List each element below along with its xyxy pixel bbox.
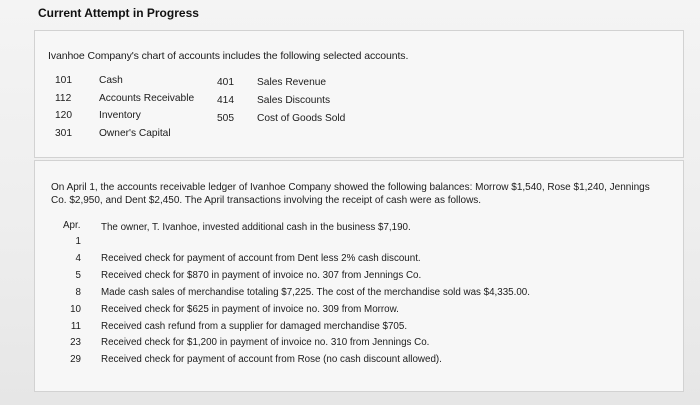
account-name: Cost of Goods Sold xyxy=(257,113,346,124)
transaction-description: Received check for payment of account from Dent less 2% cash discount. xyxy=(101,253,421,264)
transaction-row xyxy=(35,270,675,284)
account-number: 120 xyxy=(55,110,72,121)
transaction-description: Received check for $870 in payment of invoice no. 307 from Jennings Co. xyxy=(101,270,422,281)
transaction-day: 8 xyxy=(75,287,81,298)
transaction-row xyxy=(35,253,675,267)
account-name: Owner's Capital xyxy=(99,128,171,139)
month-label: Apr. xyxy=(63,220,81,231)
transaction-description: Made cash sales of merchandise totaling $7,225. The cost of the merchandise sold was $4,335.00. xyxy=(101,287,530,298)
transaction-row xyxy=(35,304,675,318)
transaction-description: Received check for payment of account from Rose (no cash discount allowed). xyxy=(101,354,442,365)
transaction-row xyxy=(35,222,675,247)
account-number: 505 xyxy=(217,113,234,124)
account-number: 414 xyxy=(217,95,234,106)
account-name: Sales Discounts xyxy=(257,95,331,106)
account-name: Cash xyxy=(99,75,123,86)
transaction-row xyxy=(35,354,675,368)
transaction-day: 23 xyxy=(70,337,81,348)
april-balances-text: On April 1, the accounts receivable ledger of Ivanhoe Company showed the following balances: Morrow $1,540, Rose $1,240, Jennings Co. $2,950, and Dent $2,450. The April transactions involving the receipt of cash were as follows. xyxy=(51,182,650,206)
accounts-intro: Ivanhoe Company's chart of accounts includes the following selected accounts. xyxy=(48,50,409,62)
account-number: 101 xyxy=(55,75,72,86)
account-name: Inventory xyxy=(99,110,141,121)
transaction-day: 29 xyxy=(70,354,81,365)
transaction-description: The owner, T. Ivanhoe, invested additional cash in the business $7,190. xyxy=(101,222,411,233)
transaction-day: 5 xyxy=(75,270,81,281)
account-name: Accounts Receivable xyxy=(99,93,195,104)
account-number: 112 xyxy=(55,93,72,104)
transaction-day: 11 xyxy=(70,321,81,332)
transaction-day: 4 xyxy=(75,253,81,264)
transactions-panel xyxy=(34,160,684,392)
account-name: Sales Revenue xyxy=(257,77,327,88)
transaction-day: 10 xyxy=(70,304,81,315)
transaction-description: Received check for $1,200 in payment of invoice no. 310 from Jennings Co. xyxy=(101,337,430,348)
page-header: Current Attempt in Progress xyxy=(38,6,199,20)
transaction-description: Received check for $625 in payment of invoice no. 309 from Morrow. xyxy=(101,304,399,315)
account-number: 401 xyxy=(217,77,234,88)
transaction-row xyxy=(35,287,675,301)
account-number: 301 xyxy=(55,128,72,139)
transaction-row xyxy=(35,337,675,351)
transaction-row xyxy=(35,321,675,335)
transaction-description: Received cash refund from a supplier for damaged merchandise $705. xyxy=(101,321,408,332)
transaction-day: 1 xyxy=(75,236,81,247)
accounts-panel xyxy=(34,30,684,158)
